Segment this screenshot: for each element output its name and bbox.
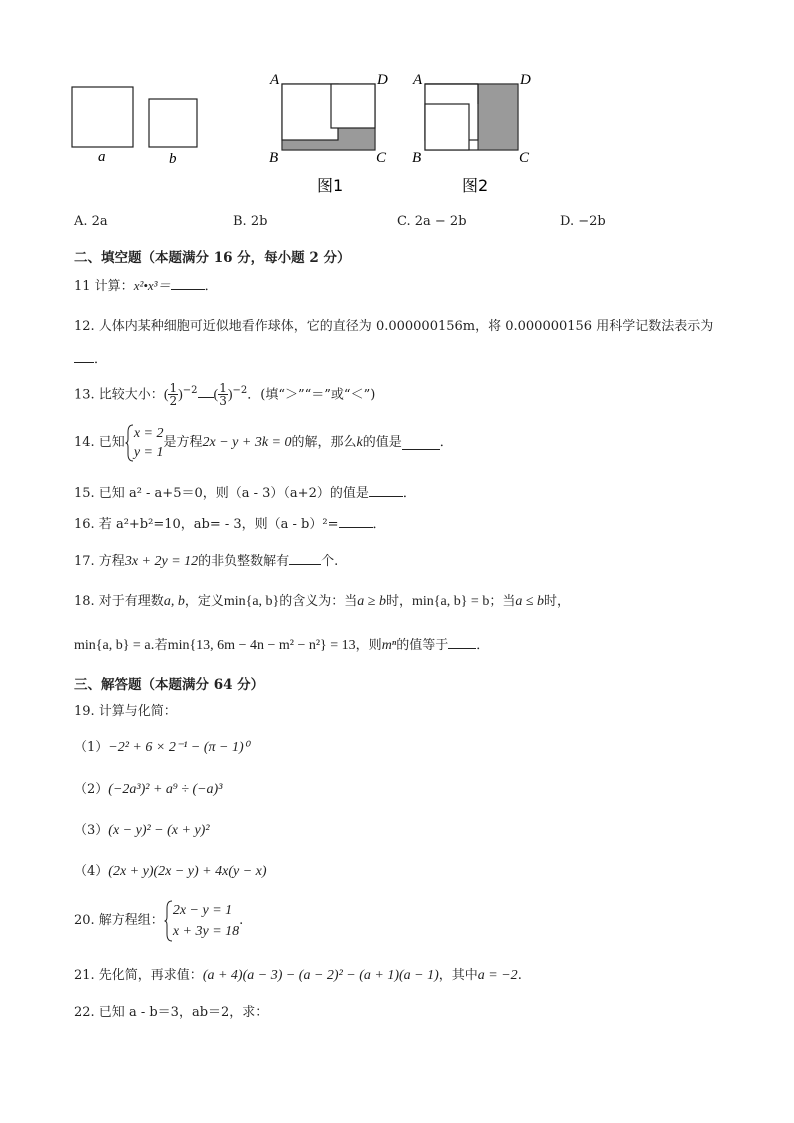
question-19-part-4 xyxy=(74,864,267,880)
question-13: 13. 比较大小：( $\frac{1}{2}$ )$^{-2}$ ( $\frac{1}{3}$ )$^{-2}$．(填“＞”“＝”或“＜”) xyxy=(74,381,376,409)
fig2-caption: 图2 xyxy=(462,176,489,195)
q13-prefix: 13. 比较大小： xyxy=(74,387,164,403)
q11-prefix: 11 计算： xyxy=(74,279,134,294)
q18-res1: min{a, b} = b xyxy=(411,594,490,609)
q19-p3-label: （3） xyxy=(74,823,109,838)
q14-answer-blank[interactable] xyxy=(402,437,440,450)
fig1-label-A: A xyxy=(270,72,280,88)
question-21 xyxy=(74,968,522,984)
q16-text: 16. 若 a²+b²=10，ab= - 3，则（a - b）²= xyxy=(74,517,339,532)
q18-line2-mid: .若 xyxy=(150,638,168,653)
q18-expression: min{13, 6m − 4n − m² − n²} = 13 xyxy=(167,638,356,653)
fig2-label-D: D xyxy=(520,72,531,88)
q19-p4-expression: (2x + y)(2x − y) + 4x(y − x) xyxy=(108,864,267,879)
q14-k: k xyxy=(356,435,363,450)
fig1-label-C: C xyxy=(376,150,387,166)
question-19-part-3 xyxy=(74,823,210,839)
fig2-square-b xyxy=(425,104,469,150)
q14-suffix: ． xyxy=(439,435,453,450)
question-15 xyxy=(74,484,416,502)
q15-suffix: ． xyxy=(402,486,416,501)
q20-eq1: 2x − y = 1 xyxy=(172,903,233,918)
q11-answer-blank[interactable] xyxy=(171,277,205,290)
fig1-caption: 图1 xyxy=(317,176,344,195)
question-19-part-1 xyxy=(74,740,249,756)
q21-condition: a = −2 xyxy=(477,968,518,983)
q14-tail: 的解，那么 xyxy=(291,435,357,450)
q19-p2-expression: (−2a³)² + a⁹ ÷ (−a)³ xyxy=(108,782,223,797)
q20-eq2: x + 3y = 18 xyxy=(172,924,240,939)
q18-line1-end: 时， xyxy=(544,594,571,609)
q18-cond1: a ≥ b xyxy=(357,594,386,609)
question-20 xyxy=(74,900,243,942)
q18-line2-start: min{a, b} = a xyxy=(74,638,151,653)
q18-ab: a, b xyxy=(163,594,185,609)
q19-p3-expression: (x − y)² − (x + y)² xyxy=(108,823,210,838)
q13-answer-blank[interactable] xyxy=(198,385,214,398)
q14-tail2: 的值是 xyxy=(362,435,402,450)
q17-prefix: 17. 方程 xyxy=(74,554,125,569)
q18-line2-tail: ，则 xyxy=(355,638,382,653)
q17-suffix: 个. xyxy=(321,554,339,569)
question-14 xyxy=(74,424,453,462)
question-18-line2 xyxy=(74,636,489,654)
fig1-square-a xyxy=(282,84,338,140)
question-12-line1: 12. 人体内某种细胞可近似地看作球体，它的直径为 0.000000156m，将 0.000000156 用科学记数法表示为 xyxy=(74,319,714,334)
q17-answer-blank[interactable] xyxy=(289,552,321,565)
question-18-line1 xyxy=(74,594,570,610)
q18-suffix: ． xyxy=(476,638,490,653)
option-c: C. 2a − 2b xyxy=(397,214,467,229)
q18-line2-end: 的值等于 xyxy=(396,638,449,653)
question-12-line2 xyxy=(74,350,107,368)
q21-mid: ，其中 xyxy=(438,968,478,983)
q14-eq1: x = 2 xyxy=(133,426,164,441)
q18-mid4: ；当 xyxy=(489,594,516,609)
q15-answer-blank[interactable] xyxy=(369,484,403,497)
question-11 xyxy=(74,277,218,295)
q20-prefix: 20. 解方程组： xyxy=(74,913,164,928)
square-a-label: a xyxy=(98,149,106,165)
q12-suffix: ． xyxy=(94,352,108,367)
q11-expression: x²•x³＝ xyxy=(133,278,171,293)
fig2-label-B: B xyxy=(412,150,422,166)
q18-min-ab: min{a, b} xyxy=(223,594,280,609)
q19-p4-label: （4） xyxy=(74,864,109,879)
square-b-label: b xyxy=(169,151,177,167)
q15-text: 15. 已知 a² - a+5＝0，则（a - 3）（a+2）的值是 xyxy=(74,486,369,501)
q13-suffix: ．(填“＞”“＝”或“＜”) xyxy=(247,387,376,403)
q14-equation: 2x − y + 3k = 0 xyxy=(202,435,292,450)
q14-prefix: 14. 已知 xyxy=(74,435,125,450)
q21-prefix: 21. 先化简，再求值： xyxy=(74,968,203,983)
section-3-heading: 三、解答题（本题满分 64 分） xyxy=(74,677,265,693)
option-d: D. −2b xyxy=(560,214,606,229)
question-17 xyxy=(74,552,338,570)
section-2-heading: 二、填空题（本题满分 16 分，每小题 2 分） xyxy=(74,250,351,266)
q18-mid3: 时， xyxy=(385,594,412,609)
fig1-label-D: D xyxy=(377,72,388,88)
q20-suffix: . xyxy=(239,913,244,928)
figure-2 xyxy=(412,72,531,195)
q13-fraction-2: $\frac{1}{3}$ xyxy=(219,381,227,409)
figure-1 xyxy=(269,72,388,195)
option-b: B. 2b xyxy=(233,214,268,229)
fig2-label-C: C xyxy=(519,150,530,166)
q19-p1-expression: −2² + 6 × 2⁻¹ − (π − 1)⁰ xyxy=(108,740,250,755)
fig2-label-A: A xyxy=(413,72,423,88)
q18-answer-blank[interactable] xyxy=(448,636,476,649)
question-19-part-2 xyxy=(74,782,222,798)
q17-equation: 3x + 2y = 12 xyxy=(124,554,199,569)
option-a: A. 2a xyxy=(74,214,108,229)
fig2-shaded-region xyxy=(478,84,518,150)
q17-middle: 的非负整数解有 xyxy=(198,554,290,569)
q18-cond2: a ≤ b xyxy=(515,594,545,609)
q20-system xyxy=(164,900,239,942)
q19-p2-label: （2） xyxy=(74,782,109,797)
question-19-title: 19. 计算与化简： xyxy=(74,704,177,719)
q14-eq2: y = 1 xyxy=(133,445,164,460)
q13-exponent-1: −2 xyxy=(182,385,198,396)
question-22: 22. 已知 a - b＝3，ab＝2，求： xyxy=(74,1005,269,1020)
figure-squares-area xyxy=(60,62,540,200)
q18-mid: ，定义 xyxy=(184,594,224,609)
q18-prefix: 18. 对于有理数 xyxy=(74,594,164,609)
q11-suffix: ． xyxy=(204,279,218,294)
q13-exponent-2: −2 xyxy=(232,385,248,396)
q19-p1-label: （1） xyxy=(74,740,109,755)
q14-system xyxy=(125,424,164,462)
q14-middle: 是方程 xyxy=(163,435,203,450)
q21-expression: (a + 4)(a − 3) − (a − 2)² − (a + 1)(a − 1) xyxy=(202,968,439,983)
q16-suffix: ． xyxy=(372,517,386,532)
q18-mid2: 的含义为：当 xyxy=(279,594,358,609)
square-b xyxy=(149,99,197,147)
q13-fraction-1: $\frac{1}{2}$ xyxy=(169,381,178,409)
q12-answer-blank[interactable] xyxy=(74,350,94,363)
question-16 xyxy=(74,515,386,533)
q16-answer-blank[interactable] xyxy=(339,515,373,528)
square-a xyxy=(72,87,133,147)
q18-mn: mⁿ xyxy=(381,638,397,653)
fig1-square-b xyxy=(331,84,375,128)
q21-suffix: . xyxy=(517,968,522,983)
fig1-label-B: B xyxy=(269,150,279,166)
